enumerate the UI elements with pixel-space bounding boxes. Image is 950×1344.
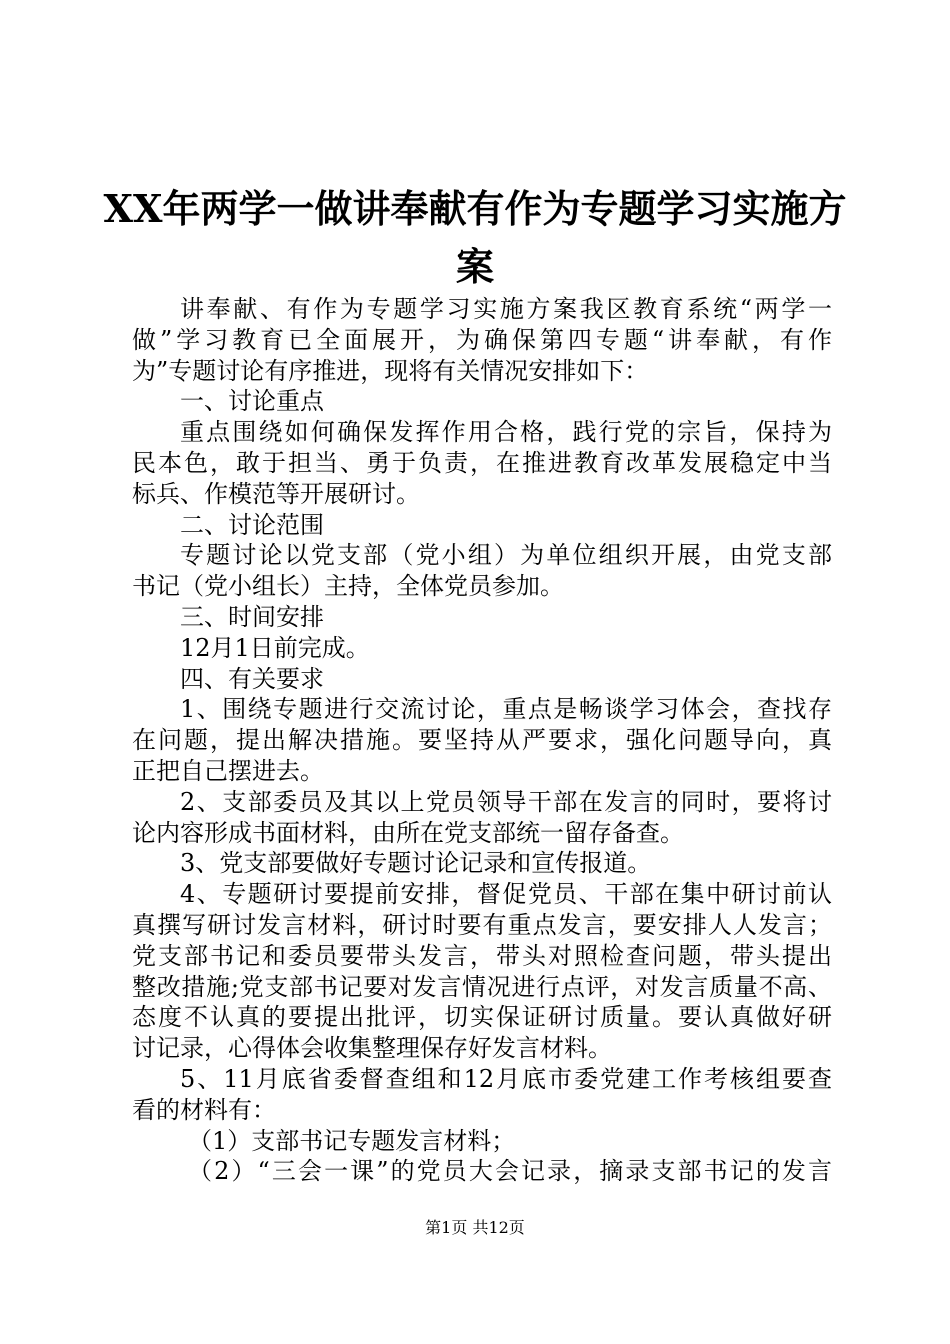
paragraph-line: 民本色，敢于担当、勇于负责，在推进教育改革发展稳定中当 (132, 448, 832, 477)
paragraph-line: 论内容形成书面材料，由所在党支部统一留存备查。 (132, 818, 684, 847)
paragraph-line: 态度不认真的要提出批评，切实保证研讨质量。要认真做好研 (132, 1003, 832, 1032)
paragraph-line: 讲奉献、有作为专题学习实施方案我区教育系统“两学一 (180, 295, 832, 323)
paragraph-line: 真撰写研讨发言材料，研讨时要有重点发言，要安排人人发言； (132, 910, 832, 939)
page-footer: 第1页 共12页 (425, 1218, 525, 1237)
paragraph-line: 书记（党小组长）主持，全体党员参加。 (132, 572, 564, 601)
paragraph-line: 标兵、作模范等开展研讨。 (132, 479, 420, 508)
paragraph-line: 讨记录，心得体会收集整理保存好发言材料。 (132, 1034, 612, 1063)
paragraph-line: 整改措施;党支部书记要对发言情况进行点评，对发言质量不高、 (132, 972, 832, 1001)
paragraph-line: 12月1日前完成。 (180, 633, 370, 662)
paragraph-line: 正把自己摆进去。 (132, 756, 324, 785)
document-body (132, 294, 832, 1187)
paragraph-line: 5、11月底省委督查组和12月底市委党建工作考核组要查 (180, 1064, 832, 1093)
paragraph-line: 做”学习教育已全面展开，为确保第四专题“讲奉献，有作 (132, 325, 832, 354)
paragraph-line: 四、有关要求 (180, 664, 324, 693)
paragraph-line: 一、讨论重点 (180, 387, 324, 416)
document-title-line-2: 案 (455, 244, 494, 289)
paragraph-line: 三、时间安排 (180, 602, 324, 631)
paragraph-line: 在问题，提出解决措施。要坚持从严要求，强化问题导向，真 (132, 726, 832, 755)
paragraph-line: 看的材料有： (132, 1095, 276, 1124)
paragraph-line: （1）支部书记专题发言材料； (188, 1126, 516, 1155)
document-title-line-1: XX年两学一做讲奉献有作为专题学习实施方 (103, 186, 847, 231)
paragraph-line: 3、党支部要做好专题讨论记录和宣传报道。 (180, 849, 652, 878)
paragraph-line: 2、支部委员及其以上党员领导干部在发言的同时，要将讨 (180, 787, 832, 816)
paragraph-line: （2）“三会一课”的党员大会记录，摘录支部书记的发言 (188, 1157, 832, 1186)
paragraph-line: 专题讨论以党支部（党小组）为单位组织开展，由党支部 (180, 541, 832, 570)
paragraph-line: 重点围绕如何确保发挥作用合格，践行党的宗旨，保持为 (180, 418, 832, 447)
paragraph-line: 为”专题讨论有序推进，现将有关情况安排如下： (132, 356, 649, 385)
paragraph-line: 1、围绕专题进行交流讨论，重点是畅谈学习体会，查找存 (180, 695, 832, 724)
paragraph-line: 二、讨论范围 (180, 510, 324, 539)
paragraph-line: 党支部书记和委员要带头发言，带头对照检查问题，带头提出 (132, 941, 832, 970)
paragraph-line: 4、专题研讨要提前安排，督促党员、干部在集中研讨前认 (180, 880, 832, 909)
